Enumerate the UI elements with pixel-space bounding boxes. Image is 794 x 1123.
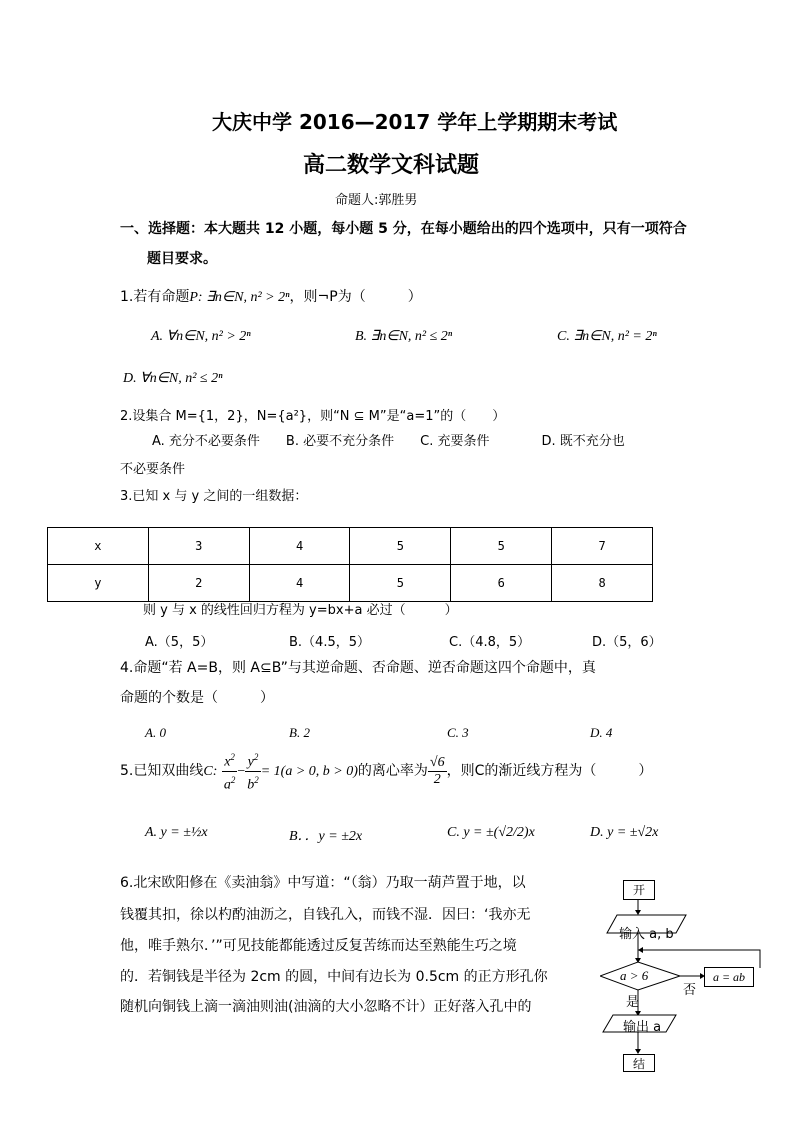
q4-option-c: C. 3 bbox=[447, 725, 469, 740]
q1-option-a: A. ∀n∈N, n² > 2ⁿ bbox=[151, 329, 251, 344]
flowchart-input: 输入 a, b bbox=[619, 927, 674, 942]
exam-title: 大庆中学 2016—2017 学年上学期期末考试 bbox=[212, 110, 618, 134]
q2-options: A. 充分不必要条件 B. 必要不充分条件 C. 充要条件 D. 既不充分也 bbox=[152, 434, 625, 449]
q5-condition: = 1(a > 0, b > 0) bbox=[260, 764, 358, 780]
q3-option-d: D.（5，6） bbox=[592, 635, 662, 650]
q1-prefix: 1.若有命题 bbox=[120, 289, 190, 305]
section-heading-line1: 一、选择题：本大题共 12 小题，每小题 5 分，在每小题给出的四个选项中，只有一项符合 bbox=[120, 221, 687, 237]
question-4-line2: 命题的个数是（ ） bbox=[120, 690, 274, 706]
q5-eccentricity: $\frac{√6}{2}$ bbox=[429, 754, 445, 787]
q5-option-b: B．．y = ±2x bbox=[289, 829, 363, 844]
question-3-stem: 3.已知 x 与 y 之间的一组数据： bbox=[120, 489, 308, 504]
flowchart-start: 开 bbox=[623, 880, 655, 900]
table-cell: x bbox=[48, 528, 149, 565]
table-cell: y bbox=[48, 565, 149, 602]
flowchart-end: 结 bbox=[623, 1054, 655, 1072]
q3-follow: 则 y 与 x 的线性回归方程为 y=bx+a 必过（ ） bbox=[143, 603, 458, 618]
exam-subtitle: 高二数学文科试题 bbox=[303, 153, 480, 178]
table-cell: 6 bbox=[451, 565, 552, 602]
table-cell: 3 bbox=[148, 528, 249, 565]
q5-prefix: 5.已知双曲线 bbox=[120, 763, 204, 780]
q5-frac-y: $\frac{y^2}{b^2}$ bbox=[245, 749, 261, 793]
data-table bbox=[47, 527, 653, 602]
question-6-line1: 6.北宋欧阳修在《卖油翁》中写道：“（翁）乃取一葫芦置于地，以 bbox=[120, 875, 526, 891]
q1-option-c: C. ∃n∈N, n² = 2ⁿ bbox=[557, 329, 657, 344]
table-cell: 2 bbox=[148, 565, 249, 602]
flowchart-output: 输出 a bbox=[623, 1020, 662, 1035]
q5-option-c: C. y = ±(√2/2)x bbox=[447, 825, 535, 840]
question-1-stem bbox=[120, 286, 422, 306]
table-row-x bbox=[48, 528, 653, 565]
q3-option-b: B.（4.5，5） bbox=[289, 635, 370, 650]
q5-tail: ，则C的渐近线方程为（ ） bbox=[446, 763, 653, 780]
table-cell: 4 bbox=[249, 528, 350, 565]
q4-option-d: D. 4 bbox=[590, 725, 613, 740]
flowchart-assign: a = ab bbox=[704, 967, 754, 987]
q5-frac-x: $\frac{x^2}{a^2}$ bbox=[222, 749, 238, 793]
table-cell: 7 bbox=[552, 528, 653, 565]
table-cell: 8 bbox=[552, 565, 653, 602]
table-cell: 5 bbox=[350, 565, 451, 602]
question-6-line3: 他，唯手熟尔．’”可见技能都能透过反复苦练而达至熟能生巧之境 bbox=[120, 938, 517, 954]
q5-curve-name: C: bbox=[203, 764, 218, 780]
flowchart-yes-label: 是 bbox=[626, 995, 640, 1010]
question-4-line1: 4.命题“若 A=B，则 A⊆B”与其逆命题、否命题、逆否命题这四个命题中，真 bbox=[120, 660, 596, 676]
q4-option-a: A. 0 bbox=[145, 725, 166, 740]
flowchart-no-label: 否 bbox=[683, 983, 697, 998]
table-cell: 5 bbox=[451, 528, 552, 565]
question-6-line2: 钱覆其扣，徐以杓酌油沥之，自钱孔入，而钱不湿．因曰：‘我亦无 bbox=[120, 907, 531, 923]
question-2-stem: 2.设集合 M={1，2}，N={a²}，则“N ⊆ M”是“a=1”的（ ） bbox=[120, 409, 506, 424]
q5-suffix: 的离心率为 bbox=[357, 763, 428, 780]
table-cell: 4 bbox=[249, 565, 350, 602]
question-6-line5: 随机向铜钱上滴一滴油则油(油滴的大小忽略不计）正好落入孔中的 bbox=[120, 999, 532, 1015]
table-cell: 5 bbox=[350, 528, 451, 565]
q3-option-a: A.（5，5） bbox=[145, 635, 214, 650]
q3-option-c: C.（4.8，5） bbox=[449, 635, 531, 650]
q5-option-d: D. y = ±√2x bbox=[590, 825, 659, 840]
question-6-line4: 的．若铜钱是半径为 2cm 的圆，中间有边长为 0.5cm 的正方形孔你 bbox=[120, 969, 548, 985]
q1-option-d: D. ∀n∈N, n² ≤ 2ⁿ bbox=[123, 371, 223, 386]
flowchart-condition: a > 6 bbox=[620, 968, 649, 983]
section-heading-line2: 题目要求。 bbox=[147, 251, 217, 267]
q2-options-wrap: 不必要条件 bbox=[120, 462, 186, 477]
q1-math: P: ∃n∈N, n² > 2ⁿ bbox=[189, 290, 290, 305]
q1-suffix: ，则¬P为（ ） bbox=[289, 289, 422, 305]
q4-option-b: B. 2 bbox=[289, 725, 310, 740]
q5-option-a: A. y = ±½x bbox=[145, 825, 208, 840]
exam-author: 命题人:郭胜男 bbox=[335, 193, 418, 208]
question-5-stem: 5.已知双曲线C: $\frac{x^2}{a^2}$ − $\frac{y^2}{b^2}$ = 1(a > 0, b > 0)的离心率为 $\frac{√6}{2}$ ，则C的渐近线方程为（ ） bbox=[120, 749, 652, 793]
q1-option-b: B. ∃n∈N, n² ≤ 2ⁿ bbox=[355, 329, 453, 344]
table-row-y bbox=[48, 565, 653, 602]
